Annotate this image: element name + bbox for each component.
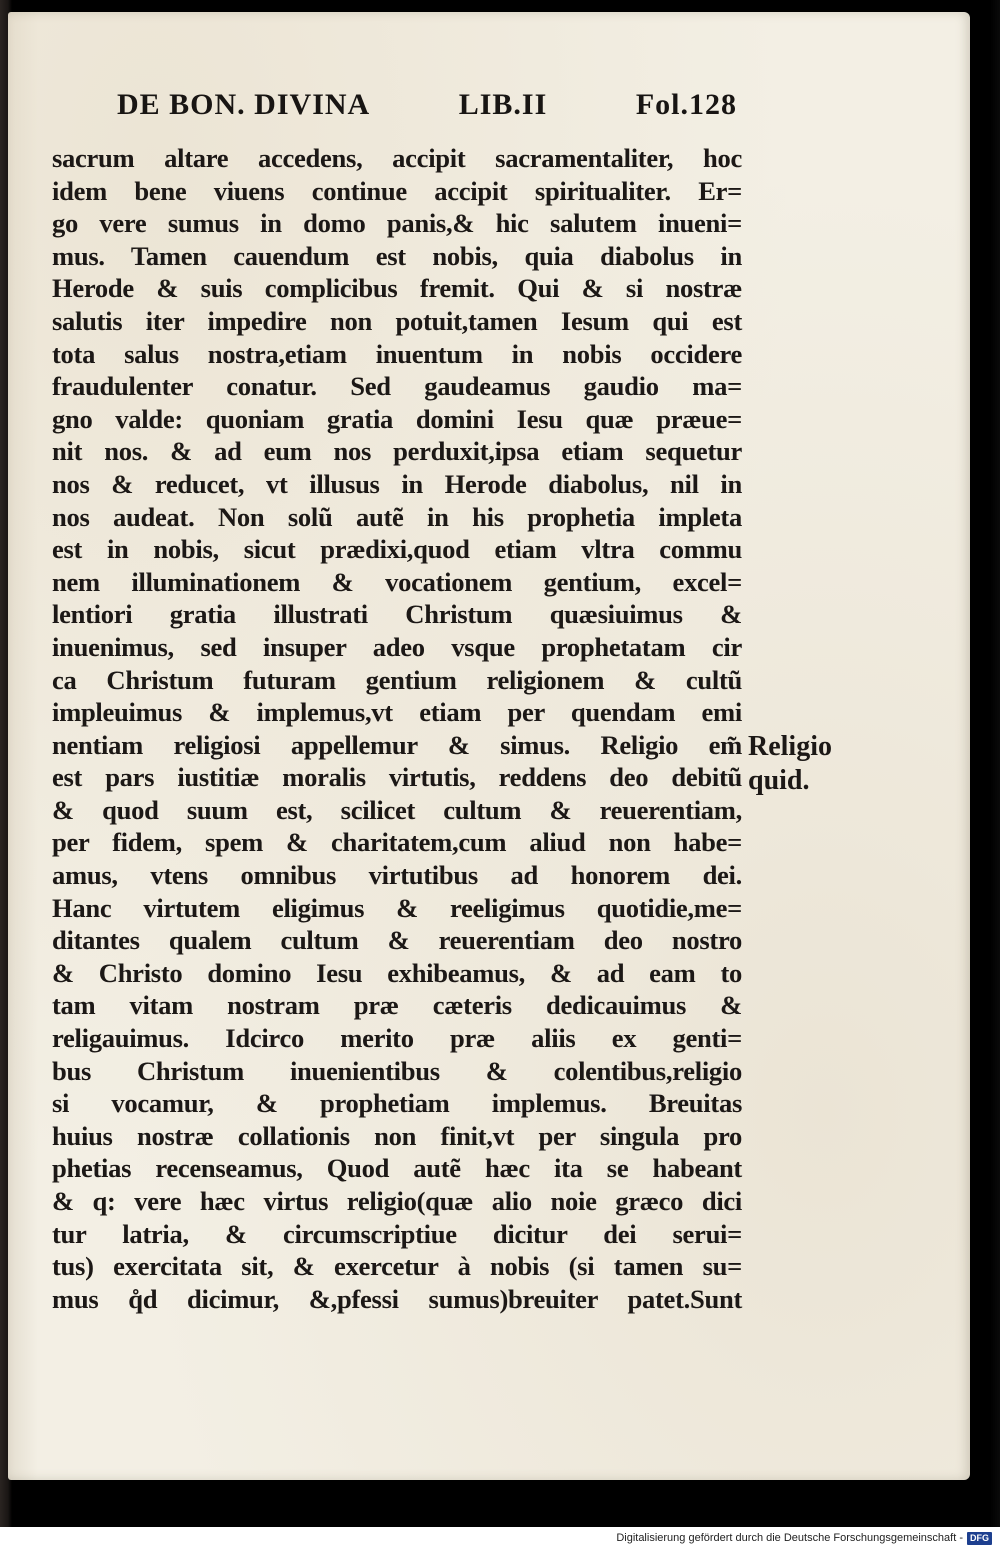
text-line: inuenimus, sed insuper adeo vsque prophetatam cir — [52, 631, 742, 662]
running-header — [117, 84, 737, 126]
text-line: go vere sumus in domo panis,& hic salutem inueni= — [52, 208, 742, 239]
text-line: bus Christum inuenientibus & colentibus,religio — [52, 1055, 742, 1086]
marginal-note-line: quid. — [748, 765, 810, 796]
header-book: LIB.II — [458, 88, 548, 121]
text-line: est pars iustitiæ moralis virtutis, reddens deo debitũ — [52, 762, 742, 793]
text-line: mus q̊d dicimur, &,pfessi sumus)breuiter patet.Sunt — [52, 1283, 742, 1314]
text-line: phetias recenseamus, Quod autẽ hæc ita se habeant — [52, 1153, 742, 1184]
text-line: Herode & suis complicibus fremit. Qui & si nostræ — [52, 273, 742, 304]
text-line: lentiori gratia illustrati Christum quæsiuimus & — [52, 599, 742, 630]
text-line: fraudulenter conatur. Sed gaudeamus gaudio ma= — [52, 371, 742, 402]
text-line: nos & reducet, vt illusus in Herode diabolus, nil in — [52, 468, 742, 499]
text-line: est in nobis, sicut prædixi,quod etiam vltra commu — [52, 534, 742, 565]
text-line: per fidem, spem & charitatem,cum aliud non habe= — [52, 827, 742, 858]
text-line: nos audeat. Non solũ autẽ in his prophetia impleta — [52, 501, 742, 532]
text-line: idem bene viuens continue accipit spiritualiter. Er= — [52, 175, 742, 206]
header-title: DE BON. DIVINA — [117, 88, 371, 121]
text-line: si vocamur, & prophetiam implemus. Breuitas — [52, 1088, 742, 1119]
funding-footer — [616, 1531, 992, 1545]
funding-text: Digitalisierung gefördert durch die Deutsche Forschungsgemeinschaft - — [616, 1532, 963, 1544]
text-line: huius nostræ collationis non finit,vt per singula pro — [52, 1120, 742, 1151]
marginal-note-line: Religio — [748, 731, 832, 762]
text-line: nit nos. & ad eum nos perduxit,ipsa etiam sequetur — [52, 436, 742, 467]
text-line: tus) exercitata sit, & exercetur à nobis (si tamen su= — [52, 1251, 742, 1282]
text-line: tota salus nostra,etiam inuentum in nobis occidere — [52, 338, 742, 369]
text-line: salutis iter impedire non potuit,tamen Iesum qui est — [52, 305, 742, 336]
marginal-note — [748, 730, 832, 798]
text-line: tur latria, & circumscriptiue dicitur dei serui= — [52, 1218, 742, 1249]
dfg-logo: DFG — [967, 1532, 992, 1545]
text-line: Hanc virtutem eligimus & reeligimus quotidie,me= — [52, 892, 742, 923]
text-line: & Christo domino Iesu exhibeamus, & ad eam to — [52, 957, 742, 988]
text-line: & q: vere hæc virtus religio(quæ alio noie græco dici — [52, 1186, 742, 1216]
body-text — [52, 142, 742, 1315]
text-line: mus. Tamen cauendum est nobis, quia diabolus in — [52, 240, 742, 271]
text-line: religauimus. Idcirco merito præ aliis ex genti= — [52, 1023, 742, 1054]
header-folio: Fol.128 — [635, 88, 737, 121]
text-line: sacrum altare accedens, accipit sacramentaliter, hoc — [52, 143, 742, 173]
text-line: ca Christum futuram gentium religionem & cultũ — [52, 664, 742, 695]
text-line: gno valde: quoniam gratia domini Iesu quæ præue= — [52, 403, 742, 434]
text-line: & quod suum est, scilicet cultum & reuerentiam, — [52, 794, 742, 825]
bleed-through-mark — [776, 180, 784, 214]
text-line: amus, vtens omnibus virtutibus ad honorem dei. — [52, 860, 742, 891]
text-line: tam vitam nostram præ cæteris dedicauimus & — [52, 990, 742, 1021]
text-line: ditantes qualem cultum & reuerentiam deo nostro — [52, 925, 742, 956]
text-line: impleuimus & implemus,vt etiam per quendam emi — [52, 697, 742, 728]
text-line: nem illuminationem & vocationem gentium, excel= — [52, 566, 742, 597]
text-line: nentiam religiosi appellemur & simus. Religio em̃ — [52, 729, 742, 760]
